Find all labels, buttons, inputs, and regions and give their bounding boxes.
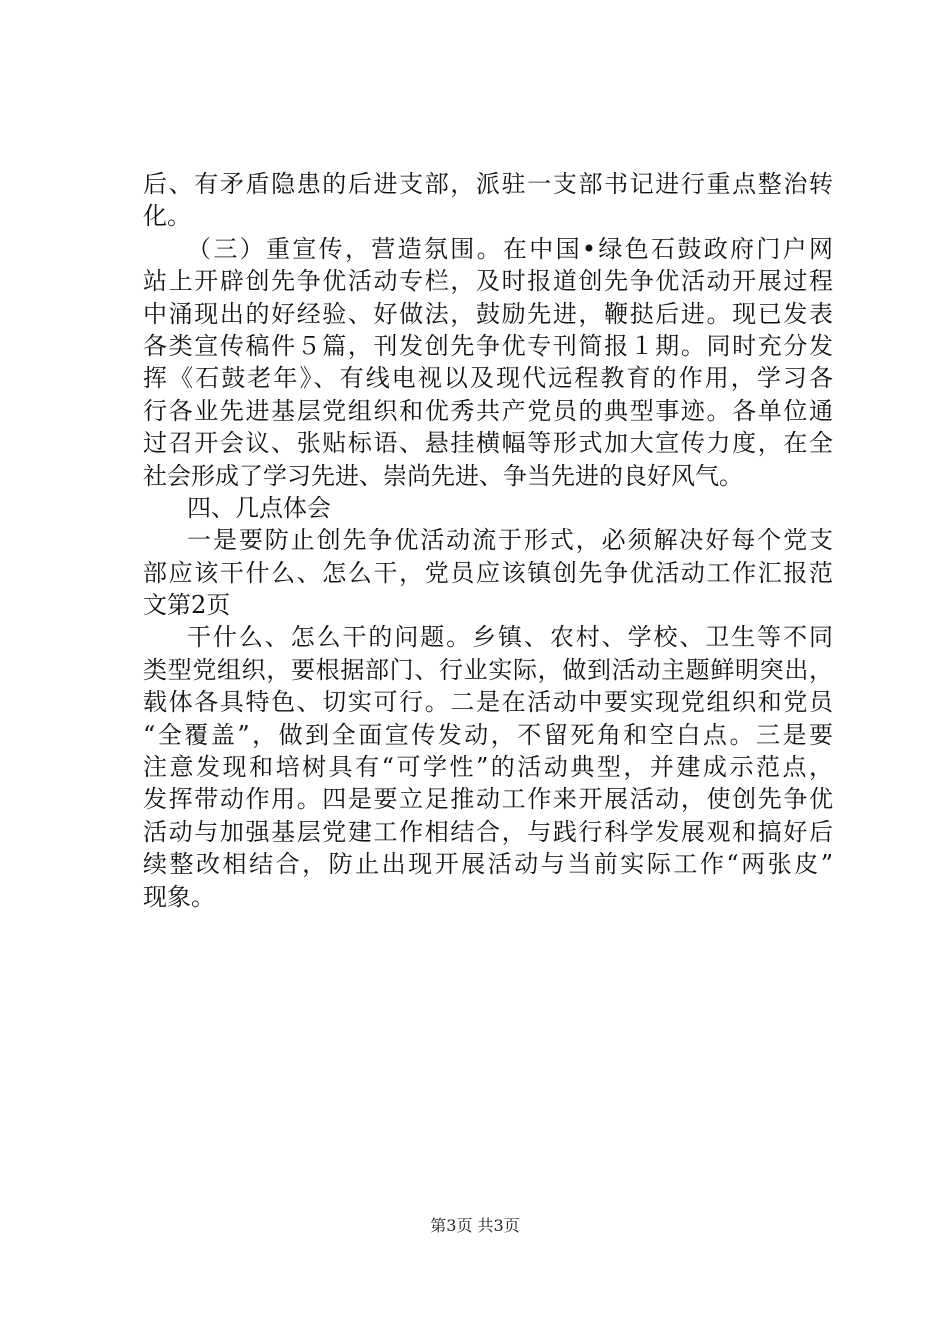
text-line: 过召开会议、张贴标语、悬挂横幅等形式加大宣传力度，在全	[143, 429, 833, 458]
text-line: 挥《石鼓老年》、有线电视以及现代远程教育的作用，学习各	[143, 364, 833, 393]
text-line: 一是要防止创先争优活动流于形式，必须解决好每个党支	[187, 526, 833, 555]
text-line: 活动与加强基层党建工作相结合，与践行科学发展观和搞好后	[143, 817, 833, 846]
text-line: 现象。	[143, 882, 215, 911]
text-line: 行各业先进基层党组织和优秀共产党员的典型事迹。各单位通	[143, 396, 833, 425]
text-line: 注意发现和培树具有“可学性”的活动典型，并建成示范点，	[143, 753, 833, 782]
text-line: 续整改相结合，防止出现开展活动与当前实际工作“两张皮”	[143, 850, 833, 879]
text-line: 载体各具特色、切实可行。二是在活动中要实现党组织和党员	[143, 688, 833, 717]
page-footer	[0, 1216, 950, 1236]
text-line: 中涌现出的好经验、好做法，鼓励先进，鞭挞后进。现已发表	[143, 299, 833, 328]
text-line: 化。	[143, 202, 191, 231]
page-number: 第3页 共3页	[430, 1216, 520, 1235]
text-line: 后、有矛盾隐患的后进支部，派驻一支部书记进行重点整治转	[143, 170, 833, 198]
paragraph-heading-line: （三）重宣传，营造氛围。在中国•绿色石鼓政府门户网	[187, 234, 833, 263]
section-heading: 四、几点体会	[187, 493, 331, 522]
text-line: 发挥带动作用。四是要立足推动工作来开展活动，使创先争优	[143, 785, 833, 814]
text-line: 干什么、怎么干的问题。乡镇、农村、学校、卫生等不同	[187, 623, 833, 652]
text-line: 类型党组织，要根据部门、行业实际，做到活动主题鲜明突出，	[143, 655, 833, 684]
text-line: 部应该干什么、怎么干，党员应该镇创先争优活动工作汇报范	[143, 558, 833, 587]
document-body	[143, 168, 833, 913]
text-line: 站上开辟创先争优活动专栏，及时报道创先争优活动开展过程	[143, 267, 833, 296]
text-line: “全覆盖”，做到全面宣传发动，不留死角和空白点。三是要	[143, 720, 833, 749]
text-line: 文第2页	[143, 591, 231, 620]
text-line: 各类宣传稿件５篇，刊发创先争优专刊简报１期。同时充分发	[143, 331, 833, 360]
text-line: 社会形成了学习先进、崇尚先进、争当先进的良好风气。	[143, 461, 743, 490]
